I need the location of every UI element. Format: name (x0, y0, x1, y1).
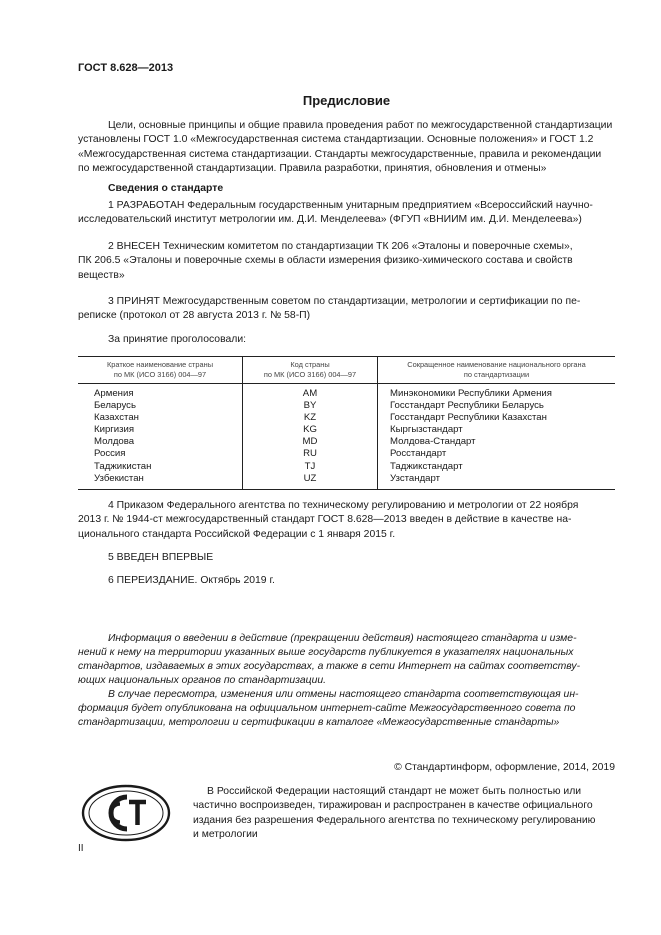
text-line: ПК 206.5 «Эталоны и поверочные схемы в области измерения физико-химического состава и свойств (78, 255, 573, 267)
intro-paragraph (78, 119, 615, 177)
country-code-cell: UZ (243, 473, 378, 490)
table-row (78, 400, 615, 412)
text-line: по межгосударственной стандартизации. Правила разработки, принятия, обновления и отмены» (78, 163, 547, 175)
column-header-code: Код страны по МК (ИСО 3166) 004—97 (243, 357, 378, 384)
copyright-notice: © Стандартинформ, оформление, 2014, 2019 (394, 762, 615, 773)
country-code-cell: KZ (243, 412, 378, 424)
text-line: веществ» (78, 269, 125, 281)
text-line: издания без разрешения Федерального агентства по техническому регулированию (193, 814, 596, 826)
item-3-adopted (78, 295, 615, 324)
text-line: Цели, основные принципы и общие правила проведения работ по межгосударственной стандартизации (108, 120, 613, 131)
table-header-row (78, 357, 615, 384)
table-row (78, 473, 615, 490)
table-row (78, 412, 615, 424)
country-name-cell: Россия (94, 448, 126, 460)
country-name-cell: Армения (94, 388, 134, 399)
item-2-introduced (78, 240, 615, 283)
country-code-cell: BY (243, 400, 378, 412)
national-body-cell: Госстандарт Республики Беларусь (378, 400, 616, 412)
national-body-cell: Таджикстандарт (378, 461, 616, 473)
rf-reproduction-notice (193, 785, 615, 843)
table-row (78, 436, 615, 448)
national-body-cell: Узстандарт (378, 473, 616, 490)
text-line: «Межгосударственная система стандартизации. Стандарты межгосударственные, правила и рекомендации (78, 148, 602, 160)
item-5-first-introduced: 5 ВВЕДЕН ВПЕРВЫЕ (108, 552, 214, 563)
table-row (78, 461, 615, 473)
text-line: 2 ВНЕСЕН Техническим комитетом по стандартизации ТК 206 «Эталоны и поверочные схемы», (108, 241, 573, 252)
country-code-cell: KG (243, 424, 378, 436)
text-line: реписке (протокол от 28 августа 2013 г. № 58-П) (78, 310, 311, 322)
table-row (78, 448, 615, 460)
national-body-cell: Росстандарт (378, 448, 616, 460)
national-body-cell: Кыргызстандарт (378, 424, 616, 436)
national-body-cell: Минэкономики Республики Армения (378, 384, 616, 401)
text-line: стандартизации, метрологии и сертификации в каталоге «Межгосударственные стандарты» (78, 717, 560, 729)
country-code-cell: RU (243, 448, 378, 460)
text-line: стандартов, издаваемых в этих государствах, а также в сети Интернет на сайтах соответству- (78, 661, 581, 673)
text-line: исследовательский институт метрологии им. Д.И. Менделеева» (ФГУП «ВНИИМ им. Д.И. Менделеева») (78, 214, 582, 226)
national-body-cell: Госстандарт Республики Казахстан (378, 412, 616, 424)
country-name-cell: Беларусь (94, 400, 136, 412)
text-line: 3 ПРИНЯТ Межгосударственным советом по стандартизации, метрологии и сертификации по пе- (108, 296, 581, 307)
country-code-cell: MD (243, 436, 378, 448)
country-name-cell: Молдова (94, 436, 135, 448)
text-line: установлены ГОСТ 1.0 «Межгосударственная система стандартизации. Основные положения» и ГОСТ 1.2 (78, 134, 594, 146)
text-line: В случае пересмотра, изменения или отмены настоящего стандарта соответствующая ин- (108, 689, 579, 700)
section-title: Сведения о стандарте (108, 183, 224, 194)
page-title: Предисловие (302, 93, 391, 108)
text-line: В Российской Федерации настоящий стандарт не может быть полностью или (207, 786, 582, 797)
text-line: ющих национальных органов по стандартизации. (78, 675, 327, 687)
text-line: 2013 г. № 1944-ст межгосударственный стандарт ГОСТ 8.628—2013 введен в действие в качестве на- (78, 514, 572, 526)
text-line: 4 Приказом Федерального агентства по техническому регулированию и метрологии от 22 ноября (108, 500, 579, 511)
item-4-order (78, 499, 615, 542)
item-1-developed (78, 199, 615, 228)
item-6-reissue: 6 ПЕРЕИЗДАНИЕ. Октябрь 2019 г. (108, 575, 275, 586)
voted-label: За принятие проголосовали: (108, 334, 247, 345)
text-line: частично воспроизведен, тиражирован и распространен в качестве официального (193, 800, 593, 812)
info-paragraph-2 (78, 688, 615, 730)
country-name-cell: Узбекистан (78, 473, 243, 490)
country-code-cell: TJ (243, 461, 378, 473)
info-paragraph-1 (78, 632, 615, 688)
document-header: ГОСТ 8.628—2013 (78, 62, 174, 74)
text-line: Информация о введении в действие (прекращении действия) настоящего стандарта и изме- (108, 633, 577, 644)
rst-certification-logo-icon (80, 783, 172, 843)
column-header-country: Краткое наименование страны по МК (ИСО 3166) 004—97 (78, 357, 243, 384)
text-line: нений к нему на территории указанных выше государств публикуется в указателях национальных (78, 647, 574, 659)
column-header-national-body: Сокращенное наименование национального органа по стандартизации (378, 357, 616, 384)
country-name-cell: Казахстан (94, 412, 139, 424)
table-row (78, 424, 615, 436)
text-line: 1 РАЗРАБОТАН Федеральным государственным унитарным предприятием «Всероссийский научно- (108, 200, 593, 211)
page-number: II (78, 843, 84, 854)
text-line: и метрологии (193, 829, 258, 841)
country-name-cell: Таджикистан (94, 460, 152, 472)
country-code-cell: AM (243, 384, 378, 401)
countries-table (78, 356, 615, 490)
table-row (78, 384, 615, 401)
national-body-cell: Молдова-Стандарт (378, 436, 616, 448)
text-line: ционального стандарта Российской Федерации с 1 января 2015 г. (78, 528, 396, 540)
text-line: формация будет опубликована на официальном интернет-сайте Межгосударственного совета по (78, 703, 576, 715)
country-name-cell: Киргизия (94, 424, 135, 436)
